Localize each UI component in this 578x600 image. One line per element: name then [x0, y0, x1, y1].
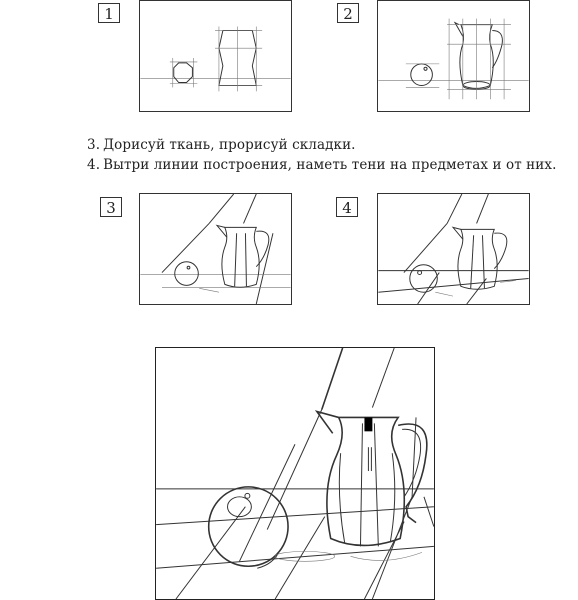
step-number-1: 1: [98, 3, 120, 23]
step-number-3: 3: [100, 197, 122, 217]
step-4-sketch: [378, 194, 529, 304]
step-2-drawing: [377, 0, 530, 112]
step-1-drawing: [139, 0, 292, 112]
step-number-4: 4: [336, 197, 358, 217]
step-3-drawing: [139, 193, 292, 305]
instruction-3-text: Дорисуй ткань, прорисуй складки.: [103, 137, 356, 153]
instruction-4: [87, 157, 556, 173]
step-3-sketch: [140, 194, 291, 304]
step-4-drawing: [377, 193, 530, 305]
step-2-sketch: [378, 1, 529, 111]
step-1-sketch: [140, 1, 291, 111]
step-number-2: 2: [337, 3, 359, 23]
instruction-3-number: 3.: [87, 137, 101, 153]
instruction-4-number: 4.: [87, 157, 101, 173]
instruction-4-text: Вытри линии построения, наметь тени на предметах и от них.: [103, 157, 557, 173]
instruction-3: [87, 137, 356, 153]
final-drawing: [155, 347, 435, 600]
final-still-life-sketch: [156, 348, 434, 599]
